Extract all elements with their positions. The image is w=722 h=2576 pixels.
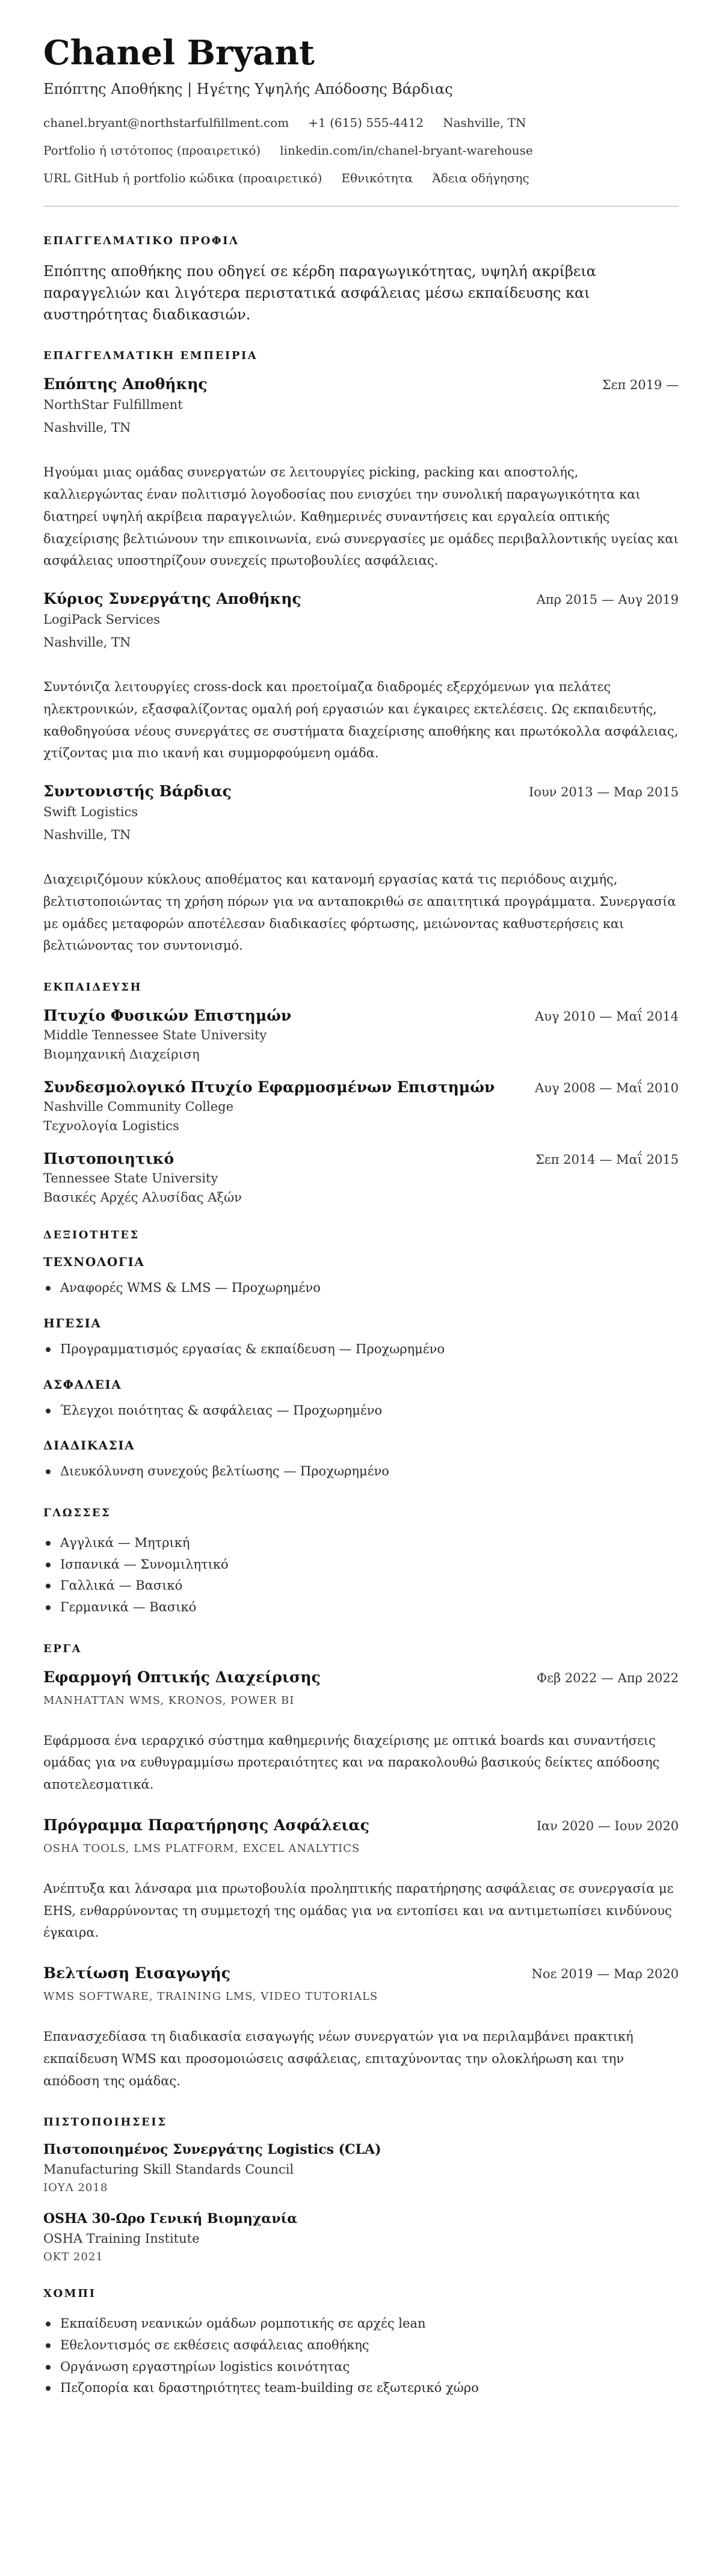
certification-issuer: OSHA Training Institute bbox=[43, 2231, 200, 2246]
education-school: Middle Tennessee State University bbox=[43, 1028, 267, 1043]
contact-location: Nashville, TN bbox=[443, 115, 526, 131]
experience-entry bbox=[43, 375, 679, 572]
education-school: Tennessee State University bbox=[43, 1171, 218, 1186]
skill-item: Αναφορές WMS & LMS — Προχωρημένο bbox=[43, 1277, 679, 1299]
experience-section bbox=[43, 349, 679, 957]
candidate-name: Chanel Bryant bbox=[43, 33, 315, 73]
project-name: Εφαρμογή Οπτικής Διαχείρισης bbox=[43, 1668, 321, 1686]
hobby-item: Εκπαίδευση νεανικών ομάδων ρομποτικής σε αρχές lean bbox=[43, 2313, 679, 2335]
experience-dates: Σεπ 2019 — bbox=[602, 378, 679, 393]
certifications-section bbox=[43, 2116, 679, 2263]
skill-category: ΗΓΕΣΙΑ bbox=[43, 1315, 102, 1330]
skill-item: Προγραμματισμός εργασίας & εκπαίδευση — Προχωρημένο bbox=[43, 1339, 679, 1360]
education-degree: Συνδεσμολογικό Πτυχίο Εφαρμοσμένων Επιστημών bbox=[43, 1078, 495, 1096]
project-dates: Φεβ 2022 — Απρ 2022 bbox=[536, 1670, 679, 1685]
education-field: Βασικές Αρχές Αλυσίδας Αξών bbox=[43, 1190, 242, 1205]
experience-location: Nashville, TN bbox=[43, 635, 131, 650]
contact-phone[interactable]: +1 (615) 555-4412 bbox=[308, 115, 424, 131]
education-entry-head bbox=[43, 1078, 679, 1096]
experience-company: LogiPack Services bbox=[43, 612, 161, 627]
experience-description: Διαχειριζόμουν κύκλους αποθέματος και κατανομή εργασίας κατά τις περιόδους αιχμής, βελτιστοποιώντας τη χρήση πόρων για να ανταποκριθώ σε απαιτητικά προγράμματα. Συνεργασία με ομάδες μεταφορών αποτέλεσαν διαδικασίες φόρτωσης, μειώνοντας καθυστερήσεις και βελτιώνοντας τον συντονισμό. bbox=[43, 872, 676, 953]
section-title-certifications: ΠΙΣΤΟΠΟΙΗΣΕΙΣ bbox=[43, 2116, 167, 2129]
education-entry bbox=[43, 1078, 679, 1133]
skill-item: Έλεγχοι ποιότητας & ασφάλειας — Προχωρημένο bbox=[43, 1400, 679, 1422]
project-dates: Ιαν 2020 — Ιουν 2020 bbox=[536, 1818, 679, 1833]
experience-company: NorthStar Fulfillment bbox=[43, 398, 183, 413]
language-item: Γαλλικά — Βασικό bbox=[43, 1575, 679, 1597]
certification-date: ΙΟΥΛ 2018 bbox=[43, 2181, 108, 2195]
education-entry bbox=[43, 1150, 679, 1205]
experience-role: Συντονιστής Βάρδιας bbox=[43, 782, 232, 801]
education-dates: Αυγ 2008 — Μαΐ 2010 bbox=[535, 1081, 679, 1096]
certification-entry bbox=[43, 2142, 679, 2194]
section-title-profile: ΕΠΑΓΓΕΛΜΑΤΙΚΟ ΠΡΟΦΙΛ bbox=[43, 235, 239, 248]
contact-github[interactable]: URL GitHub ή portfolio κώδικα (προαιρετικό) bbox=[43, 171, 322, 186]
project-entry-head bbox=[43, 1964, 679, 1982]
project-entry-head bbox=[43, 1816, 679, 1834]
project-entry bbox=[43, 1668, 679, 1796]
project-name: Βελτίωση Εισαγωγής bbox=[43, 1964, 230, 1982]
experience-entry bbox=[43, 782, 679, 957]
hobby-item: Οργάνωση εργαστηρίων logistics κοινότητας bbox=[43, 2356, 679, 2378]
header-divider bbox=[43, 206, 679, 207]
education-entry-head bbox=[43, 1150, 679, 1167]
contact-license: Άδεια οδήγησης bbox=[432, 171, 529, 186]
experience-location: Nashville, TN bbox=[43, 420, 131, 435]
experience-description: Ηγούμαι μιας ομάδας συνεργατών σε λειτουργίες picking, packing και αποστολής, καλλιεργώντας έναν πολιτισμό λογοδοσίας που ενισχύει την συνολική παραγωγικότητα και διατηρεί υψηλή ακρίβεια παραγγελιών. Καθημερινές συναντήσεις και εργαλεία οπτικής διαχείρισης βελτιώνουν την επικοινωνία, ενώ συνεργασίες με ομάδες περιβαλλοντικής υγείας και ασφάλειας υποστηρίζουν συνεχείς πρωτοβουλίες ασφάλειας. bbox=[43, 465, 679, 568]
section-title-projects: ΕΡΓΑ bbox=[43, 1642, 82, 1655]
project-tech: OSHA TOOLS, LMS PLATFORM, EXCEL ANALYTICS bbox=[43, 1842, 360, 1855]
skill-group bbox=[43, 1377, 679, 1422]
education-school: Nashville Community College bbox=[43, 1099, 234, 1114]
experience-role: Επόπτης Αποθήκης bbox=[43, 375, 208, 393]
education-dates: Σεπ 2014 — Μαΐ 2015 bbox=[535, 1152, 679, 1167]
skill-list bbox=[43, 1277, 679, 1299]
language-item: Αγγλικά — Μητρική bbox=[43, 1532, 679, 1554]
project-tech: MANHATTAN WMS, KRONOS, POWER BI bbox=[43, 1694, 295, 1707]
experience-description: Συντόνιζα λειτουργίες cross-dock και προετοίμαζα διαδρομές εξερχόμενων για πελάτες ηλεκτρονικών, εξασφαλίζοντας ομαλή ροή εργασιών και έγκαιρες εκτελέσεις. Ως εκπαιδευτής, καθοδηγούσα νέους συνεργάτες σε συστήματα διαχείρισης αποθήκης και πρωτόκολλα ασφάλειας, χτίζοντας μια πιο ικανή και συμμορφούμενη ομάδα. bbox=[43, 680, 679, 761]
education-field: Βιομηχανική Διαχείριση bbox=[43, 1047, 200, 1062]
experience-location: Nashville, TN bbox=[43, 828, 131, 843]
experience-entry-head bbox=[43, 782, 679, 800]
language-item: Ισπανικά — Συνομιλητικό bbox=[43, 1554, 679, 1576]
project-dates: Νοε 2019 — Μαρ 2020 bbox=[531, 1967, 679, 1982]
education-dates: Αυγ 2010 — Μαΐ 2014 bbox=[535, 1009, 679, 1024]
hobby-item: Πεζοπορία και δραστηριότητες team-building σε εξωτερικό χώρο bbox=[43, 2378, 679, 2399]
education-degree: Πιστοποιητικό bbox=[43, 1150, 174, 1168]
project-name: Πρόγραμμα Παρατήρησης Ασφάλειας bbox=[43, 1816, 369, 1834]
education-section bbox=[43, 981, 679, 1205]
contact-nationality: Εθνικότητα bbox=[341, 171, 413, 186]
section-title-skills: ΔΕΞΙΟΤΗΤΕΣ bbox=[43, 1229, 140, 1242]
language-list bbox=[43, 1532, 679, 1618]
projects-section bbox=[43, 1643, 679, 2092]
section-title-languages: ΓΛΩΣΣΕΣ bbox=[43, 1506, 111, 1519]
education-entry-head bbox=[43, 1007, 679, 1024]
skills-section bbox=[43, 1229, 679, 1483]
skill-list bbox=[43, 1400, 679, 1422]
profile-summary: Επόπτης αποθήκης που οδηγεί σε κέρδη παραγωγικότητας, υψηλή ακρίβεια παραγγελιών και λιγότερα περιστατικά ασφάλειας μέσω εκπαίδευσης και αυστηρότητας διαδικασιών. bbox=[43, 263, 596, 324]
project-entry bbox=[43, 1816, 679, 1944]
contact-row-primary bbox=[43, 115, 679, 130]
contact-row-extra bbox=[43, 171, 679, 185]
project-description: Εφάρμοσα ένα ιεραρχικό σύστημα καθημερινής διαχείρισης με οπτικά boards και συναντήσεις ομάδας για να ευθυγραμμίσω προτεραιότητες και να παρακολουθώ βασικούς δείκτες απόδοσης αποτελεσματικά. bbox=[43, 1733, 660, 1792]
profile-section bbox=[43, 235, 679, 325]
certification-issuer: Manufacturing Skill Standards Council bbox=[43, 2162, 294, 2177]
education-degree: Πτυχίο Φυσικών Επιστημών bbox=[43, 1007, 292, 1025]
contact-email[interactable]: chanel.bryant@northstarfulfillment.com bbox=[43, 115, 289, 131]
language-item: Γερμανικά — Βασικό bbox=[43, 1597, 679, 1618]
skill-category: ΤΕΧΝΟΛΟΓΙΑ bbox=[43, 1255, 145, 1270]
certification-date: ΟΚΤ 2021 bbox=[43, 2251, 103, 2264]
experience-company: Swift Logistics bbox=[43, 805, 138, 820]
section-title-hobbies: ΧΟΜΠΙ bbox=[43, 2287, 96, 2301]
certification-entry bbox=[43, 2211, 679, 2263]
experience-entry-head bbox=[43, 590, 679, 607]
hobby-list bbox=[43, 2313, 679, 2399]
experience-entry bbox=[43, 590, 679, 764]
certification-name: Πιστοποιημένος Συνεργάτης Logistics (CLA) bbox=[43, 2142, 381, 2158]
project-description: Ανέπτυξα και λάνσαρα μια πρωτοβουλία προληπτικής παρατήρησης ασφάλειας σε συνεργασία με EHS, ενθαρρύνοντας τη συμμετοχή της ομάδας για να εντοπίσει και να αντιμετωπίσει κινδύνους έγκαιρα. bbox=[43, 1881, 674, 1940]
skill-item: Διευκόλυνση συνεχούς βελτίωσης — Προχωρημένο bbox=[43, 1461, 679, 1483]
skill-category: ΑΣΦΑΛΕΙΑ bbox=[43, 1377, 122, 1392]
experience-entry-head bbox=[43, 375, 679, 393]
languages-section bbox=[43, 1507, 679, 1618]
candidate-headline: Επόπτης Αποθήκης | Ηγέτης Υψηλής Απόδοσης Βάρδιας bbox=[43, 81, 453, 98]
project-tech: WMS SOFTWARE, TRAINING LMS, VIDEO TUTORIALS bbox=[43, 1990, 378, 2003]
hobbies-section bbox=[43, 2287, 679, 2399]
contact-linkedin[interactable]: linkedin.com/in/chanel-bryant-warehouse bbox=[280, 143, 533, 158]
project-entry bbox=[43, 1964, 679, 2092]
skill-group bbox=[43, 1316, 679, 1360]
skill-category: ΔΙΑΔΙΚΑΣΙΑ bbox=[43, 1438, 135, 1453]
certification-name: OSHA 30-Ωρο Γενική Βιομηχανία bbox=[43, 2211, 298, 2227]
skill-group bbox=[43, 1438, 679, 1483]
project-entry-head bbox=[43, 1668, 679, 1686]
experience-role: Κύριος Συνεργάτης Αποθήκης bbox=[43, 590, 301, 608]
skill-list bbox=[43, 1461, 679, 1483]
experience-dates: Ιουν 2013 — Μαρ 2015 bbox=[528, 785, 679, 800]
section-title-experience: ΕΠΑΓΓΕΛΜΑΤΙΚΗ ΕΜΠΕΙΡΙΑ bbox=[43, 349, 258, 363]
resume-header bbox=[43, 34, 679, 185]
skill-list bbox=[43, 1339, 679, 1360]
education-field: Τεχνολογία Logistics bbox=[43, 1119, 179, 1134]
hobby-item: Εθελοντισμός σε εκθέσεις ασφάλειας αποθήκης bbox=[43, 2335, 679, 2356]
contact-row-links bbox=[43, 143, 679, 158]
skill-group bbox=[43, 1255, 679, 1299]
project-description: Επανασχεδίασα τη διαδικασία εισαγωγής νέων συνεργατών για να περιλαμβάνει πρακτική εκπαίδευση WMS και προσομοιώσεις ασφάλειας, επιταχύνοντας την ολοκλήρωση και την απόδοση της ομάδας. bbox=[43, 2029, 634, 2088]
experience-dates: Απρ 2015 — Αυγ 2019 bbox=[536, 592, 679, 607]
section-title-education: ΕΚΠΑΙΔΕΥΣΗ bbox=[43, 981, 143, 994]
education-entry bbox=[43, 1007, 679, 1062]
contact-portfolio[interactable]: Portfolio ή ιστότοπος (προαιρετικό) bbox=[43, 143, 261, 158]
